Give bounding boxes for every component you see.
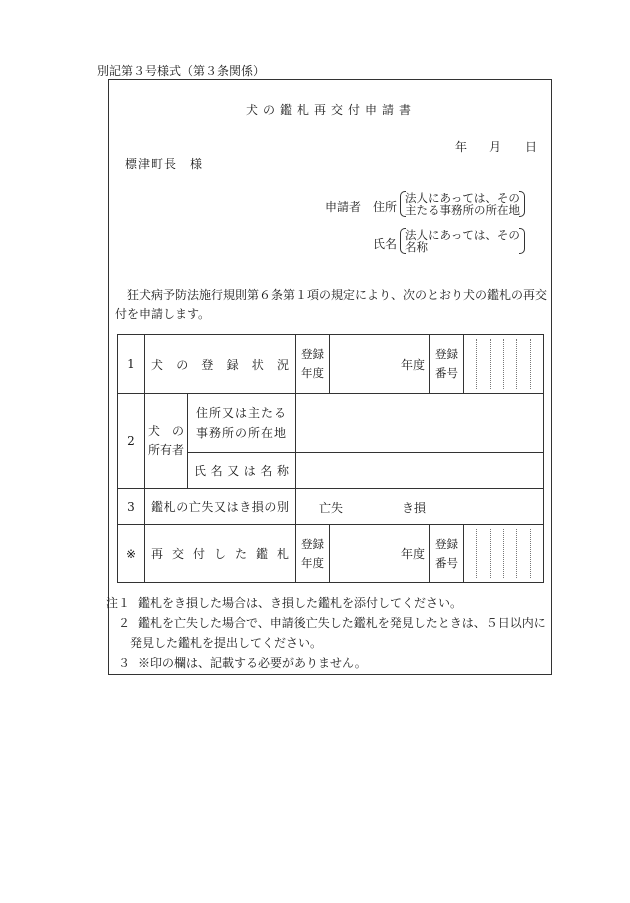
registration-number-field[interactable] — [464, 335, 544, 394]
digit-boxes — [464, 529, 543, 578]
table-row — [118, 525, 544, 583]
notes — [100, 593, 548, 673]
note-number: 注１ — [105, 596, 130, 610]
row-number: 1 — [118, 335, 145, 394]
option-lost[interactable]: 亡失 — [319, 501, 344, 515]
loss-or-damage-field[interactable] — [296, 489, 544, 525]
row-number: 3 — [118, 489, 145, 525]
name-note-line-1: 法人にあっては、その — [405, 228, 520, 242]
application-table — [117, 334, 544, 583]
request-paragraph: 狂犬病予防法施行規則第６条第１項の規定により、次のとおり犬の鑑札の再交付を申請します。 — [115, 288, 548, 321]
header-line: 年度 — [301, 555, 325, 570]
date-year-label: 年 — [455, 140, 468, 154]
header-line: 番号 — [435, 555, 459, 570]
date-month-label: 月 — [489, 140, 502, 154]
owner-address-label — [188, 394, 296, 453]
table-row — [118, 335, 544, 394]
nendo-label: 年度 — [401, 357, 426, 372]
row-number: 2 — [118, 394, 145, 489]
nendo-label: 年度 — [401, 547, 426, 561]
reissued-tag-label: 再交付した鑑札 — [145, 525, 296, 583]
owner-label-line: 犬 の — [147, 424, 184, 438]
owner-address-field[interactable] — [296, 394, 544, 453]
header-line: 登録 — [301, 536, 325, 551]
note-item — [100, 593, 548, 613]
header-line: 登録 — [301, 347, 325, 361]
note-item — [100, 613, 548, 633]
header-line: 登録 — [435, 536, 459, 551]
note-text: 鑑札を亡失した場合で、申請後亡失した鑑札を発見したときは、５日以内に — [138, 616, 546, 630]
name-note-line-2: 名称 — [405, 240, 428, 254]
application-form — [105, 79, 552, 675]
registration-number-header — [430, 525, 464, 583]
applicant-label: 申請者 — [325, 200, 362, 214]
header-line: 番号 — [435, 366, 459, 380]
table-row — [118, 489, 544, 525]
table-row — [118, 394, 544, 453]
address-note-line-2: 主たる事務所の所在地 — [405, 203, 520, 217]
name-note — [400, 229, 525, 253]
address-note — [400, 192, 525, 216]
reissued-year-field[interactable] — [330, 525, 430, 583]
owner-name-field[interactable] — [296, 453, 544, 489]
dog-registration-status-label: 犬の登録状況 — [145, 335, 296, 394]
row-number: ※ — [118, 525, 145, 583]
note-text: 鑑札をき損した場合は、き損した鑑札を添付してください。 — [138, 596, 463, 610]
address-label-line: 事務所の所在地 — [196, 426, 288, 440]
dog-owner-label — [145, 394, 188, 489]
registration-year-field[interactable] — [330, 335, 430, 394]
date-day-label: 日 — [525, 140, 538, 154]
header-line: 年度 — [301, 366, 325, 380]
addressee: 標津町長 様 — [125, 157, 204, 171]
digit-boxes — [464, 339, 543, 389]
address-label-line: 住所又は主たる — [196, 406, 288, 420]
form-title: 犬の鑑札再交付申請書 — [245, 103, 416, 117]
header-line: 登録 — [435, 347, 459, 361]
note-text: ※印の欄は、記載する必要がありません。 — [138, 656, 367, 670]
owner-label-line: 所有者 — [147, 443, 184, 457]
owner-name-label: 氏名又は名称 — [188, 453, 296, 489]
note-number: ２ — [117, 616, 130, 630]
loss-or-damage-label: 鑑札の亡失又はき損の別 — [145, 489, 296, 525]
form-number-heading: 別記第３号様式（第３条関係） — [97, 64, 266, 78]
reissued-number-field[interactable] — [464, 525, 544, 583]
name-label: 氏名 — [373, 237, 398, 251]
address-label: 住所 — [373, 200, 398, 214]
note-item — [100, 653, 548, 673]
registration-year-header — [296, 525, 330, 583]
note-number: ３ — [117, 656, 130, 670]
registration-year-header — [296, 335, 330, 394]
option-damaged[interactable]: き損 — [402, 501, 427, 515]
registration-number-header — [430, 335, 464, 394]
address-note-line-1: 法人にあっては、その — [405, 191, 520, 205]
note-continuation: 発見した鑑札を提出してください。 — [130, 636, 323, 650]
